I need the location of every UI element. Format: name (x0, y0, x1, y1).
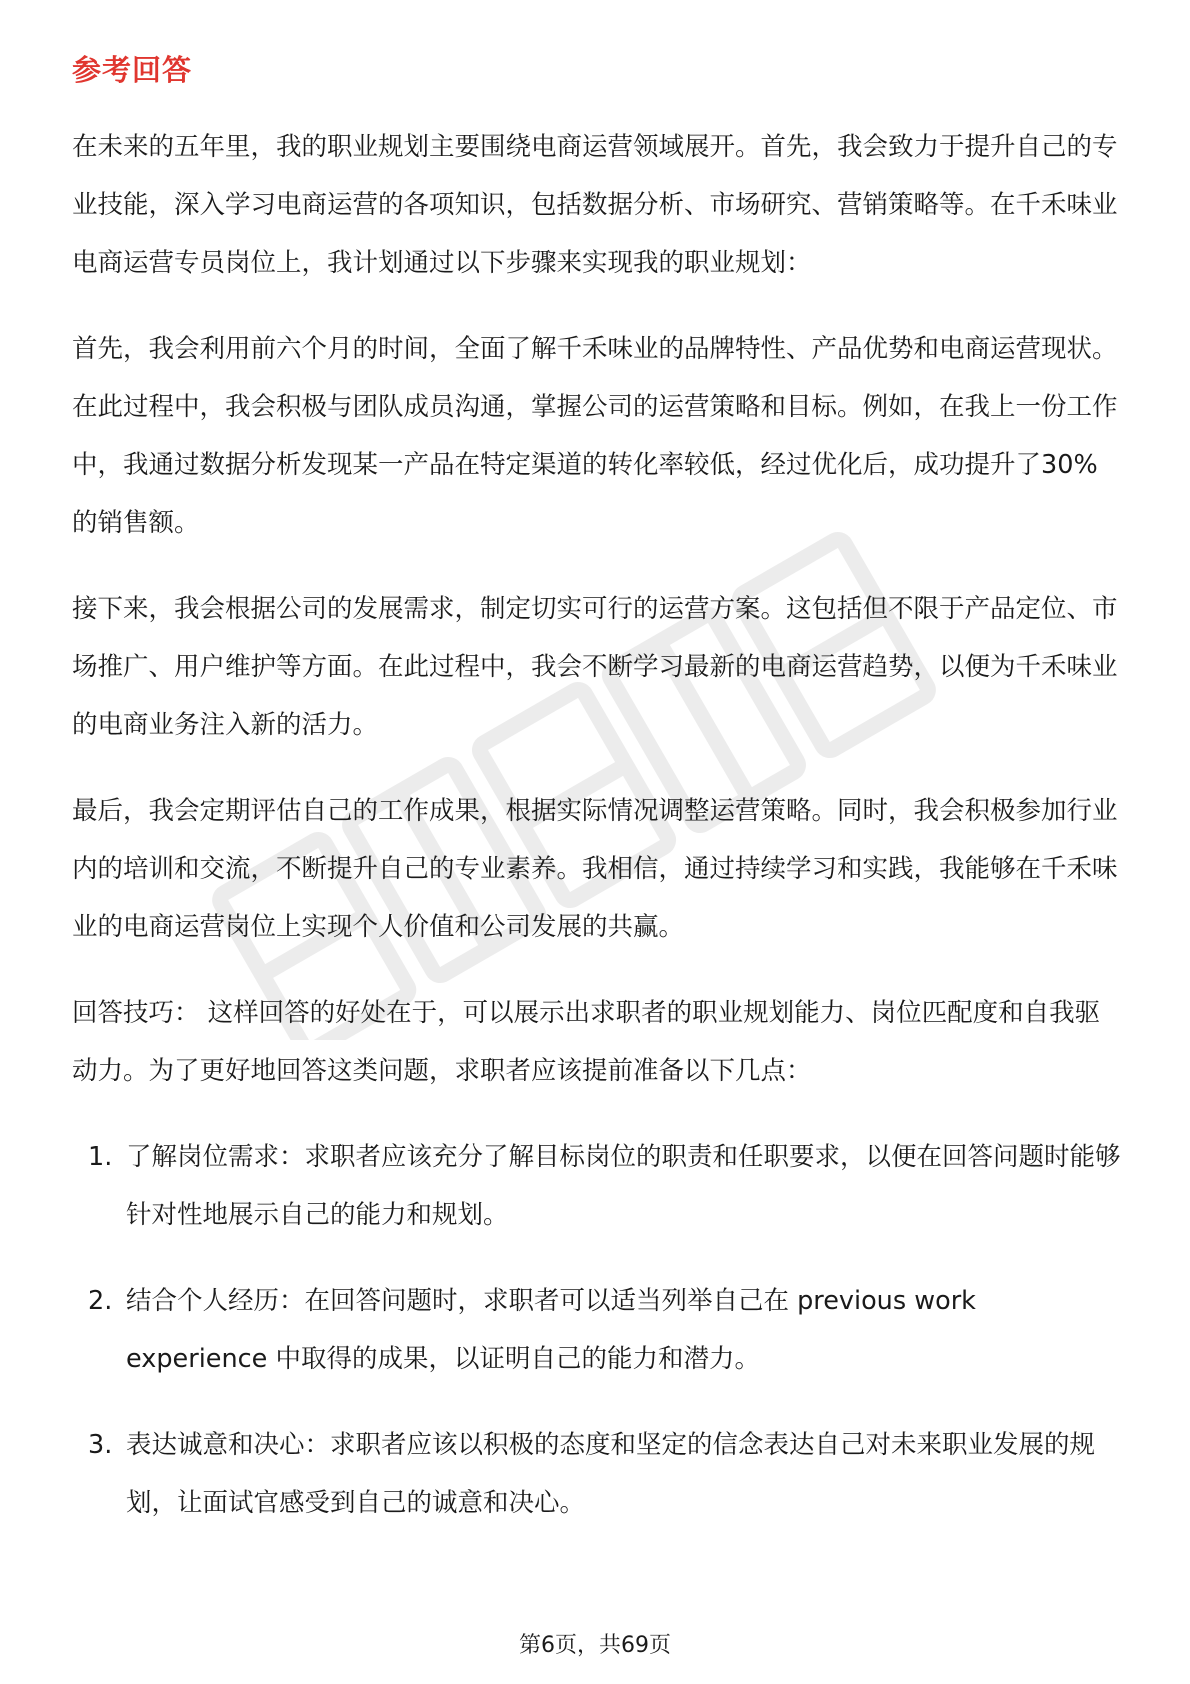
paragraph-final-step: 最后，我会定期评估自己的工作成果，根据实际情况调整运营策略。同时，我会积极参加行业内的培训和交流，不断提升自己的专业素养。我相信，通过持续学习和实践，我能够在千禾味业的电商运营岗位上实现个人价值和公司发展的共赢。 (72, 796, 1118, 942)
list-item-number: 1. (88, 1142, 113, 1172)
list-item-text: 表达诚意和决心：求职者应该以积极的态度和坚定的信念表达自己对未来职业发展的规划，让面试官感受到自己的诚意和决心。 (126, 1430, 1096, 1518)
list-item-text: 了解岗位需求：求职者应该充分了解目标岗位的职责和任职要求，以便在回答问题时能够针对性地展示自己的能力和规划。 (126, 1142, 1121, 1230)
paragraph-first-step: 首先，我会利用前六个月的时间，全面了解千禾味业的品牌特性、产品优势和电商运营现状。在此过程中，我会积极与团队成员沟通，掌握公司的运营策略和目标。例如，在我上一份工作中，我通过数据分析发现某一产品在特定渠道的转化率较低，经过优化后，成功提升了30%的销售额。 (72, 334, 1118, 538)
answer-heading: 参考回答 (72, 53, 193, 87)
answer-content (72, 118, 1122, 1560)
paragraph-answer-tips: 回答技巧： 这样回答的好处在于，可以展示出求职者的职业规划能力、岗位匹配度和自我驱动力。为了更好地回答这类问题，求职者应该提前准备以下几点： (72, 998, 1101, 1086)
list-item-number: 3. (88, 1430, 113, 1460)
tips-list (72, 1128, 1122, 1532)
list-item-text: 结合个人经历：在回答问题时，求职者可以适当列举自己在 previous work experience 中取得的成果，以证明自己的能力和潜力。 (126, 1286, 976, 1374)
list-item (72, 1272, 1122, 1388)
list-item-number: 2. (88, 1286, 113, 1316)
list-item (72, 1416, 1122, 1532)
paragraph-intro: 在未来的五年里，我的职业规划主要围绕电商运营领域展开。首先，我会致力于提升自己的专业技能，深入学习电商运营的各项知识，包括数据分析、市场研究、营销策略等。在千禾味业电商运营专员岗位上，我计划通过以下步骤来实现我的职业规划： (72, 132, 1118, 278)
list-item (72, 1128, 1122, 1244)
page-number-footer: 第6页，共69页 (519, 1633, 671, 1658)
paragraph-next-step: 接下来，我会根据公司的发展需求，制定切实可行的运营方案。这包括但不限于产品定位、市场推广、用户维护等方面。在此过程中，我会不断学习最新的电商运营趋势，以便为千禾味业的电商业务注入新的活力。 (72, 594, 1118, 740)
